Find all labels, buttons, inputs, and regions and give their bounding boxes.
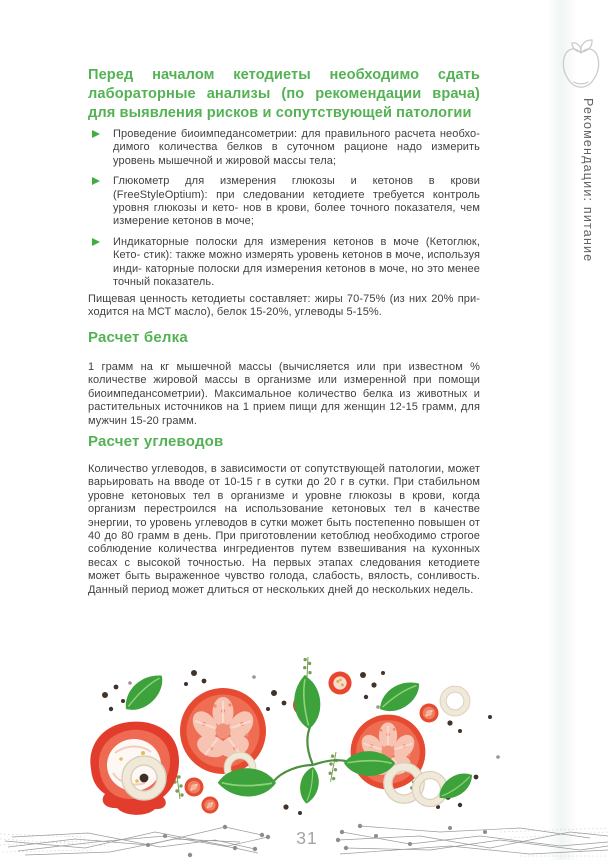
triangle-bullet-icon bbox=[92, 238, 100, 246]
sidebar-section-label: Рекомендации: питание bbox=[581, 98, 595, 263]
tomato-basil-photo bbox=[78, 657, 518, 834]
list-item-text: Индикаторные полоски для измерения кетонов в моче (Кетоглюк, Кето- стик): также можно измерять уровень кетонов в моче, используя инди- каторные полоски для измерения кетонов в моче, но это менее точный показатель. bbox=[113, 235, 480, 289]
list-item-text: Глюкометр для измерения глюкозы и кетонов в крови (FreeStyleOptium): при следовании кетодиете требуется контроль уровня глюкозы и кето- нов в крови, более точного показателя, чем измерение кетонов в моче; bbox=[113, 175, 480, 228]
carbs-section-paragraph: Количество углеводов, в зависимости от сопутствующей патологии, может варьировать на вводе от 10-15 г в сутки до 20 г в сутки. При стабильном уровне кетоновых тел в организме и уровне глюкозы в крови, когда организм перестроился на использование кетоновых тел в качестве энергии, то уровень углеводов в сутки может быть постепенно повышен от 40 до 80 грамм в день. При приготовлении кетоблюд необходимо строгое соблюдение количества ингредиентов путем взвешивания на кухонных весах с высокой точностью. На первых этапах следования кетодиете может быть выраженное чувство голода, слабость, вялость, сонливость. Данный период может длиться от нескольких дней до нескольких недель. bbox=[88, 463, 480, 596]
triangle-bullet-icon bbox=[92, 177, 100, 185]
list-item bbox=[88, 128, 480, 168]
list-item bbox=[88, 236, 480, 290]
apple-outline-icon bbox=[560, 36, 602, 99]
network-lines-decoration bbox=[0, 815, 290, 865]
list-item-text: Проведение биоимпедансометрии: для правильного расчета необхо- димого количества белков в суточном рационе надо измерить уровень мышечной и жировой массы тела; bbox=[113, 128, 480, 167]
list-item bbox=[88, 175, 480, 229]
triangle-bullet-icon bbox=[92, 130, 100, 138]
protein-section-paragraph: 1 грамм на кг мышечной массы (вычисляется или при известном % количестве жировой массы в организме или измеренной при помощи биоимпедансометрии). Максимальное количество белка из животных и растительных источников на 1 прием пищи для женщин 12-15 грамм, для мужчин 15-20 грамм. bbox=[88, 361, 480, 427]
nutrition-note-paragraph: Пищевая ценность кетодиеты составляет: жиры 70-75% (из них 20% при- ходится на МСТ масло), белок 15-20%, углеводы 5-15%. bbox=[88, 293, 480, 319]
intro-heading: Перед началом кетодиеты необходимо сдать лабораторные анализы (по рекомендации врача) для выявления рисков и сопутствующей патологии bbox=[88, 67, 480, 121]
page-number: 31 bbox=[296, 828, 318, 848]
carbs-section-heading: Расчет углеводов bbox=[88, 433, 224, 450]
page-fold-shadow bbox=[548, 0, 578, 860]
network-lines-decoration bbox=[330, 818, 608, 865]
bullet-list bbox=[88, 128, 480, 296]
protein-section-heading: Расчет белка bbox=[88, 329, 188, 346]
